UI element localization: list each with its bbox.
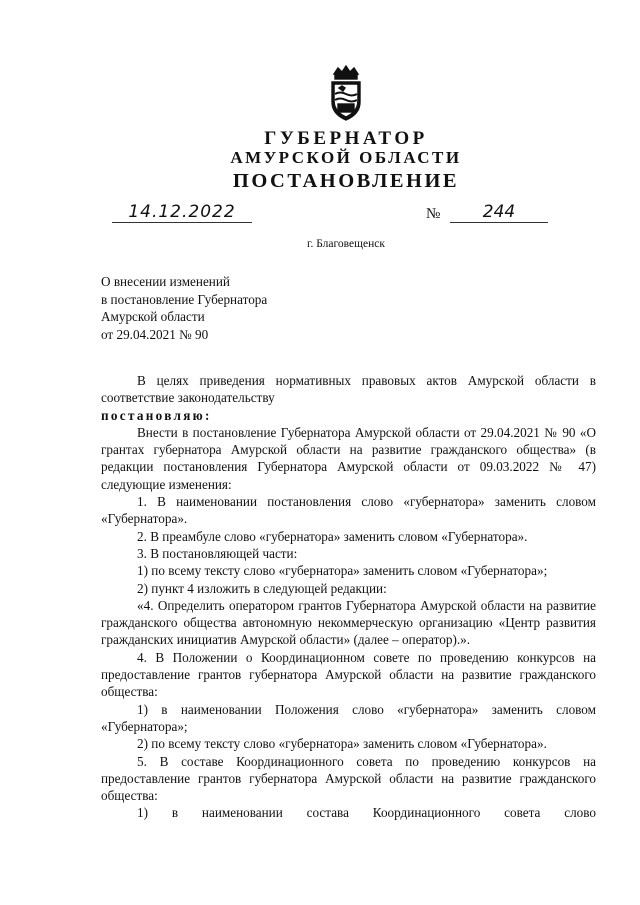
subject-line: в постановление Губернатора — [101, 291, 268, 307]
body-paragraph: 1) в наименовании Положения слово «губернатора» заменить словом «Губернатора»; — [101, 701, 596, 734]
decree-word: постановляю: — [101, 407, 212, 423]
body-intro: В целях приведения нормативных правовых актов Амурской области в соответствие законодательству — [101, 373, 596, 406]
body-paragraph: 1) по всему тексту слово «губернатора» заменить словом «Губернатора»; — [137, 563, 548, 579]
body-paragraph: Внести в постановление Губернатора Амурской области от 29.04.2021 № 90 «О грантах губернатора Амурской области на развитие гражданского общества» (в редакции постановления Губернатора Амурской области от 09.03.2022 № 47) следующие изменения: — [101, 424, 596, 492]
subject-line: Амурской области — [101, 309, 205, 324]
body-paragraph: 1) в наименовании состава Координационного совета слово — [137, 805, 596, 821]
body-paragraph: 3. В постановляющей части: — [137, 545, 298, 561]
document-subject — [101, 273, 267, 343]
coat-of-arms-icon — [326, 64, 366, 122]
header-title-governor: ГУБЕРНАТОР — [264, 128, 428, 149]
body-paragraph: 1. В наименовании постановления слово «губернатора» заменить словом «Губернатора». — [101, 494, 596, 527]
body-paragraph: «4. Определить оператором грантов Губернатора Амурской области на развитие гражданского общества автономную некоммерческую организацию «Центр развития гражданских инициатив Амурской области» (далее – оператор).». — [101, 597, 596, 648]
document-type-title: ПОСТАНОВЛЕНИЕ — [232, 170, 460, 192]
subject-line: от 29.04.2021 № 90 — [101, 326, 209, 342]
city-name: г. Благовещенск — [307, 238, 385, 250]
body-paragraph: 4. В Положении о Координационном совете по проведению конкурсов на предоставление грантов губернатора Амурской области на развитие гражданского общества: — [101, 649, 596, 700]
body-paragraph: 2. В преамбуле слово «губернатора» заменить словом «Губернатора». — [137, 528, 528, 544]
header-title-region: АМУРСКОЙ ОБЛАСТИ — [230, 148, 462, 167]
body-paragraph: 2) по всему тексту слово «губернатора» заменить словом «Губернатора». — [137, 736, 547, 752]
document-date: 14.12.2022 — [112, 202, 252, 223]
number-label: № — [426, 206, 441, 222]
document-body — [101, 372, 596, 822]
body-paragraph: 5. В составе Координационного совета по проведению конкурсов на предоставление грантов губернатора Амурской области на развитие гражданского общества: — [101, 753, 596, 804]
subject-line: О внесении изменений — [101, 274, 230, 289]
document-number: 244 — [450, 202, 548, 223]
body-paragraph: 2) пункт 4 изложить в следующей редакции: — [137, 580, 387, 596]
